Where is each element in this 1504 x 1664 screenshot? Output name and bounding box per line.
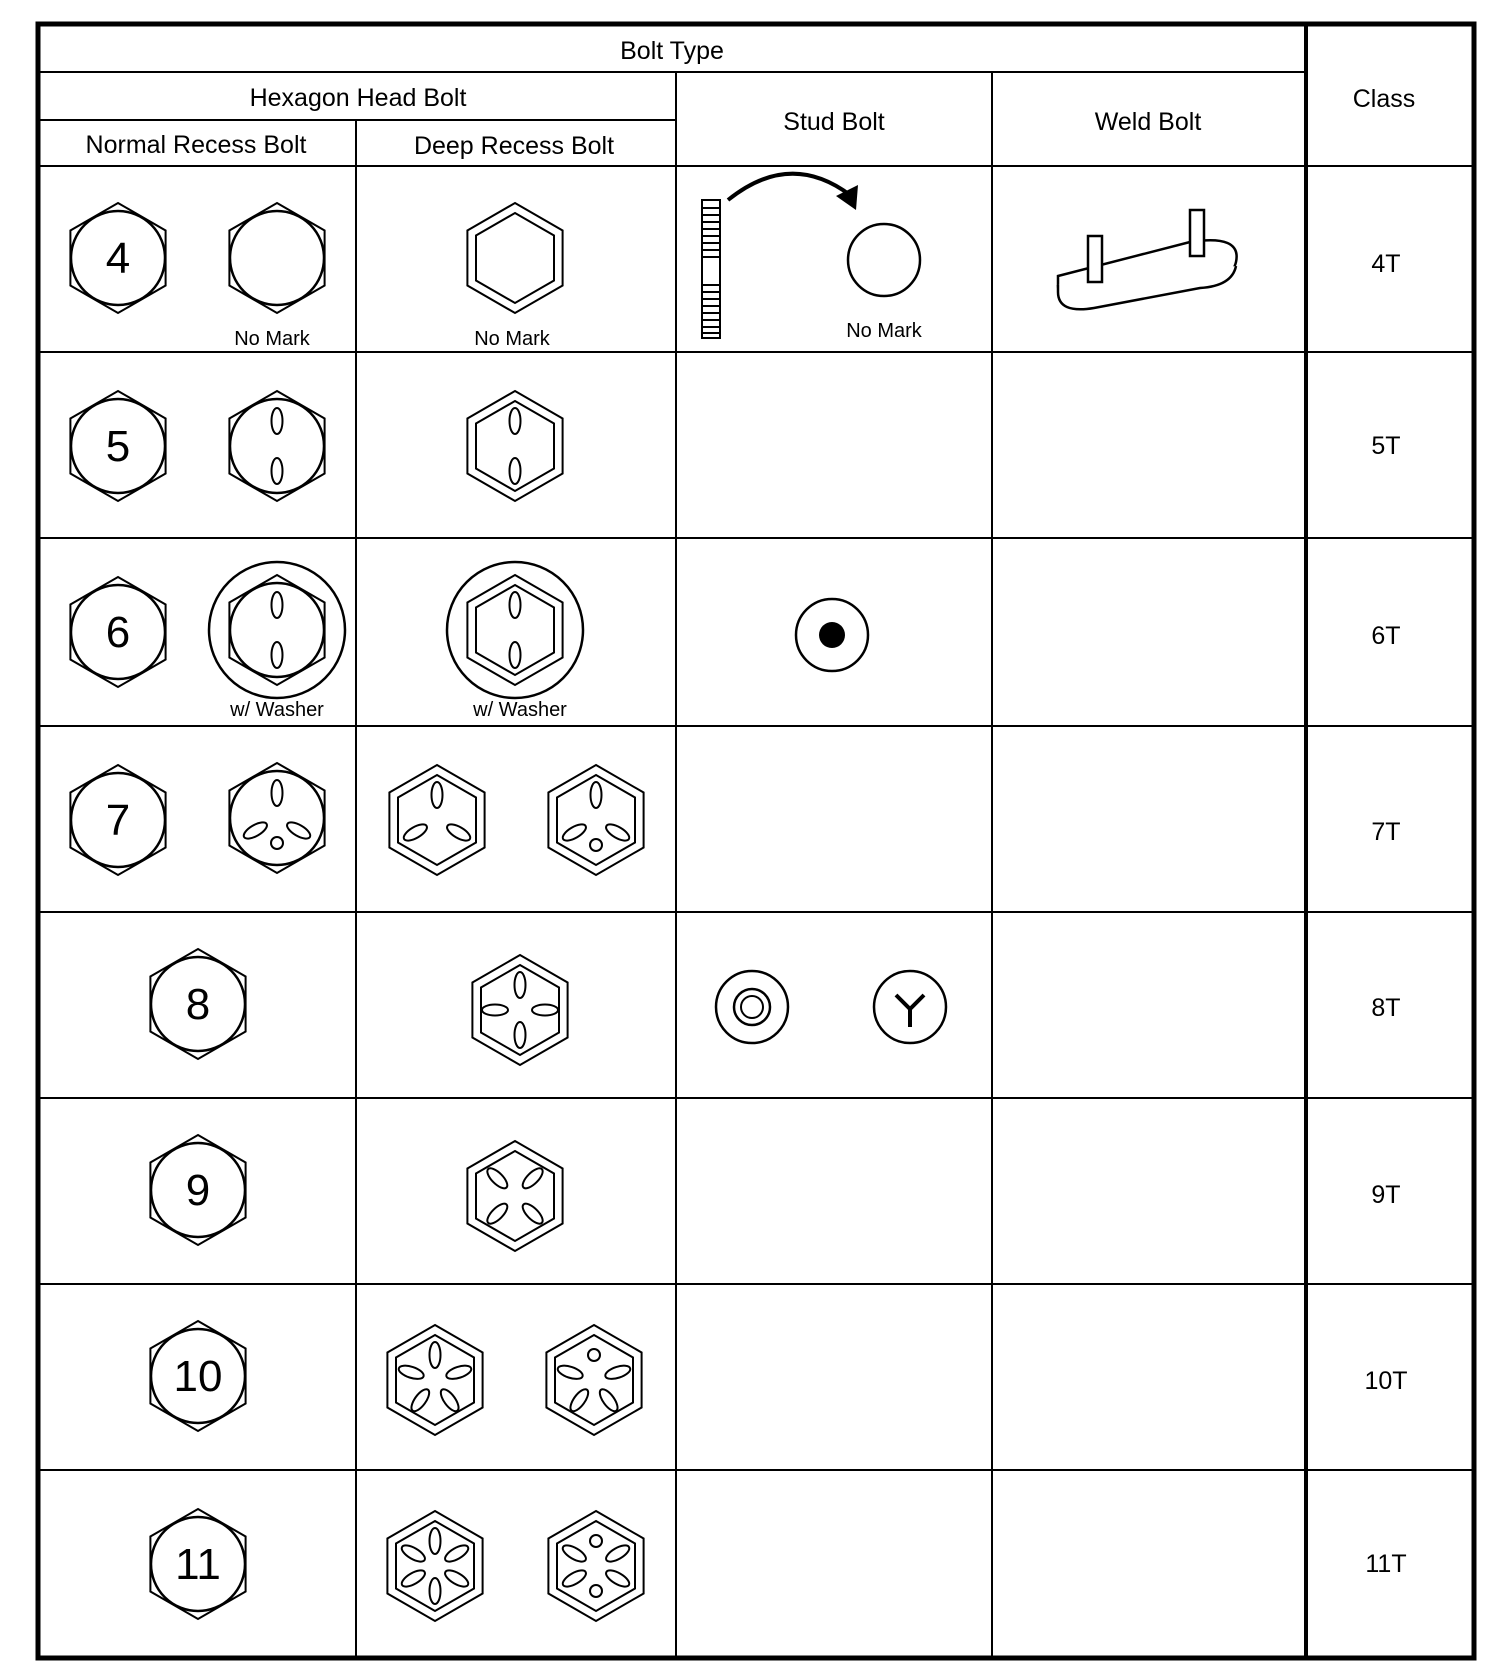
svg-text:6: 6	[105, 608, 131, 657]
deep-recess-four-line-mark	[472, 955, 567, 1065]
numbered-head-mark	[70, 577, 165, 687]
no-mark-label: No Mark	[234, 328, 310, 350]
deep-recess-no-mark	[467, 203, 562, 313]
deep-recess-two-line-mark	[467, 391, 562, 501]
washer-label: w/ Washer	[230, 699, 324, 721]
numbered-head-mark	[70, 391, 165, 501]
header-bolt-type: Bolt Type	[620, 37, 724, 65]
weld-bolt-icon	[1058, 210, 1237, 309]
numbered-head-mark	[150, 1135, 245, 1245]
svg-text:7: 7	[105, 796, 131, 845]
hexagon-head-no-mark	[229, 203, 324, 313]
header-class: Class	[1352, 85, 1416, 113]
class-column	[1364, 250, 1407, 1578]
no-mark-label: No Mark	[846, 320, 922, 342]
deep-recess-five-line-mark	[387, 1325, 482, 1435]
deep-recess-three-line-mark	[389, 765, 484, 875]
class-label: 9T	[1371, 1181, 1401, 1209]
two-line-head-mark	[229, 391, 324, 501]
row-4t	[70, 174, 1236, 350]
svg-text:11: 11	[175, 1540, 221, 1589]
row-8t	[150, 949, 946, 1065]
stud-bolt-y-mark	[874, 971, 946, 1043]
svg-text:10: 10	[173, 1352, 223, 1401]
svg-text:9: 9	[185, 1166, 211, 1215]
deep-recess-five-line-dot-mark	[546, 1325, 641, 1435]
stud-bolt-ring-mark	[716, 971, 788, 1043]
washer-label: w/ Washer	[473, 699, 567, 721]
deep-recess-three-line-dot-mark	[548, 765, 643, 875]
header-normal-recess-bolt: Normal Recess Bolt	[85, 131, 307, 159]
class-label: 11T	[1365, 1550, 1407, 1578]
numbered-head-mark	[70, 203, 165, 313]
numbered-head-mark	[150, 949, 245, 1059]
class-label: 6T	[1371, 622, 1401, 650]
header-hexagon-head-bolt: Hexagon Head Bolt	[249, 84, 467, 112]
deep-recess-washer-mark	[447, 562, 583, 698]
deep-recess-six-line-mark	[387, 1511, 482, 1621]
class-label: 7T	[1371, 818, 1401, 846]
class-label: 8T	[1371, 994, 1401, 1022]
class-label: 5T	[1371, 432, 1401, 460]
stud-bolt-dot-mark	[796, 599, 868, 671]
row-6t	[70, 562, 868, 721]
svg-text:5: 5	[105, 422, 131, 471]
row-5t	[70, 391, 562, 501]
class-label: 10T	[1364, 1367, 1408, 1395]
svg-text:8: 8	[185, 980, 211, 1029]
numbered-head-mark	[150, 1321, 245, 1431]
washer-head-mark	[209, 562, 345, 698]
numbered-head-mark	[70, 765, 165, 875]
class-label: 4T	[1371, 250, 1401, 278]
row-10t	[150, 1321, 641, 1435]
no-mark-label: No Mark	[474, 328, 550, 350]
three-line-dot-head-mark	[229, 763, 324, 873]
header-stud-bolt: Stud Bolt	[783, 108, 885, 136]
row-11t	[150, 1509, 643, 1621]
header-deep-recess-bolt: Deep Recess Bolt	[413, 132, 615, 160]
numbered-head-mark	[150, 1509, 245, 1619]
header-weld-bolt: Weld Bolt	[1094, 108, 1202, 136]
deep-recess-six-line-dot-mark	[548, 1511, 643, 1621]
stud-bolt-icon	[702, 174, 920, 338]
svg-text:4: 4	[105, 234, 131, 283]
deep-recess-four-line-diagonal-mark	[467, 1141, 562, 1251]
